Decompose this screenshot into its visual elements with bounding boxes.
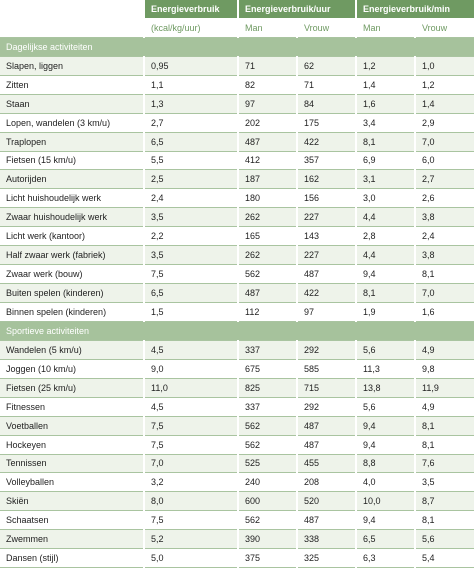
cell-man-min: 1,9 bbox=[356, 303, 415, 322]
cell-man-uur: 375 bbox=[238, 549, 297, 568]
cell-vrouw-uur: 585 bbox=[297, 359, 356, 378]
table-row bbox=[0, 284, 474, 303]
table-row bbox=[0, 303, 474, 322]
cell-vrouw-uur: 715 bbox=[297, 378, 356, 397]
cell-activity: Dansen (stijl) bbox=[0, 549, 144, 568]
cell-vrouw-min: 2,7 bbox=[415, 170, 474, 189]
table-row bbox=[0, 151, 474, 170]
cell-man-min: 3,4 bbox=[356, 113, 415, 132]
cell-man-min: 5,6 bbox=[356, 397, 415, 416]
cell-vrouw-min: 7,0 bbox=[415, 284, 474, 303]
cell-kcal-kg-uur: 4,5 bbox=[144, 397, 238, 416]
cell-man-min: 4,4 bbox=[356, 246, 415, 265]
cell-vrouw-min: 1,4 bbox=[415, 94, 474, 113]
cell-man-min: 2,8 bbox=[356, 227, 415, 246]
cell-vrouw-uur: 357 bbox=[297, 151, 356, 170]
cell-vrouw-uur: 292 bbox=[297, 397, 356, 416]
cell-vrouw-uur: 227 bbox=[297, 246, 356, 265]
cell-man-min: 9,4 bbox=[356, 435, 415, 454]
cell-vrouw-uur: 455 bbox=[297, 454, 356, 473]
table-row bbox=[0, 397, 474, 416]
cell-man-uur: 487 bbox=[238, 132, 297, 151]
cell-vrouw-uur: 487 bbox=[297, 265, 356, 284]
cell-activity: Tennissen bbox=[0, 454, 144, 473]
cell-activity: Binnen spelen (kinderen) bbox=[0, 303, 144, 322]
cell-vrouw-min: 8,1 bbox=[415, 511, 474, 530]
cell-man-uur: 82 bbox=[238, 75, 297, 94]
cell-vrouw-min: 5,6 bbox=[415, 530, 474, 549]
cell-vrouw-uur: 208 bbox=[297, 473, 356, 492]
table-row bbox=[0, 56, 474, 75]
cell-man-uur: 202 bbox=[238, 113, 297, 132]
subheader-man-uur: Man bbox=[238, 18, 297, 37]
cell-activity: Autorijden bbox=[0, 170, 144, 189]
cell-activity: Zwaar werk (bouw) bbox=[0, 265, 144, 284]
table-row bbox=[0, 246, 474, 265]
cell-kcal-kg-uur: 2,4 bbox=[144, 189, 238, 208]
table-row bbox=[0, 359, 474, 378]
table-row bbox=[0, 170, 474, 189]
cell-man-uur: 825 bbox=[238, 378, 297, 397]
cell-man-uur: 487 bbox=[238, 284, 297, 303]
cell-man-uur: 562 bbox=[238, 511, 297, 530]
cell-kcal-kg-uur: 7,5 bbox=[144, 265, 238, 284]
cell-vrouw-uur: 143 bbox=[297, 227, 356, 246]
cell-man-uur: 562 bbox=[238, 416, 297, 435]
cell-activity: Zitten bbox=[0, 75, 144, 94]
table-row bbox=[0, 473, 474, 492]
cell-man-uur: 165 bbox=[238, 227, 297, 246]
table-row bbox=[0, 530, 474, 549]
cell-man-min: 1,4 bbox=[356, 75, 415, 94]
table-row bbox=[0, 549, 474, 568]
table-row bbox=[0, 265, 474, 284]
cell-man-min: 4,4 bbox=[356, 208, 415, 227]
cell-activity: Zwaar huishoudelijk werk bbox=[0, 208, 144, 227]
header-blank-cell bbox=[0, 0, 144, 18]
cell-vrouw-uur: 162 bbox=[297, 170, 356, 189]
cell-kcal-kg-uur: 1,5 bbox=[144, 303, 238, 322]
cell-man-uur: 97 bbox=[238, 94, 297, 113]
cell-vrouw-min: 2,4 bbox=[415, 227, 474, 246]
table-row bbox=[0, 511, 474, 530]
cell-kcal-kg-uur: 7,5 bbox=[144, 435, 238, 454]
cell-man-min: 8,8 bbox=[356, 454, 415, 473]
cell-man-min: 8,1 bbox=[356, 132, 415, 151]
subheader-man-min: Man bbox=[356, 18, 415, 37]
cell-vrouw-min: 2,9 bbox=[415, 113, 474, 132]
cell-vrouw-min: 4,9 bbox=[415, 397, 474, 416]
cell-activity: Joggen (10 km/u) bbox=[0, 359, 144, 378]
cell-vrouw-min: 9,8 bbox=[415, 359, 474, 378]
cell-activity: Traplopen bbox=[0, 132, 144, 151]
cell-vrouw-uur: 175 bbox=[297, 113, 356, 132]
cell-man-min: 3,0 bbox=[356, 189, 415, 208]
cell-vrouw-uur: 325 bbox=[297, 549, 356, 568]
subheader-blank-cell bbox=[0, 18, 144, 37]
cell-kcal-kg-uur: 4,5 bbox=[144, 340, 238, 359]
table-row bbox=[0, 454, 474, 473]
subheader-unit: (kcal/kg/uur) bbox=[144, 18, 238, 37]
cell-man-min: 1,2 bbox=[356, 56, 415, 75]
cell-man-uur: 240 bbox=[238, 473, 297, 492]
cell-man-min: 3,1 bbox=[356, 170, 415, 189]
cell-man-uur: 600 bbox=[238, 492, 297, 511]
cell-vrouw-uur: 97 bbox=[297, 303, 356, 322]
cell-kcal-kg-uur: 1,3 bbox=[144, 94, 238, 113]
cell-kcal-kg-uur: 8,0 bbox=[144, 492, 238, 511]
cell-kcal-kg-uur: 6,5 bbox=[144, 284, 238, 303]
cell-man-uur: 562 bbox=[238, 265, 297, 284]
cell-activity: Licht huishoudelijk werk bbox=[0, 189, 144, 208]
cell-activity: Fitnessen bbox=[0, 397, 144, 416]
cell-man-min: 11,3 bbox=[356, 359, 415, 378]
cell-vrouw-min: 2,6 bbox=[415, 189, 474, 208]
cell-vrouw-min: 3,8 bbox=[415, 246, 474, 265]
cell-man-min: 9,4 bbox=[356, 416, 415, 435]
cell-vrouw-uur: 422 bbox=[297, 132, 356, 151]
cell-vrouw-uur: 62 bbox=[297, 56, 356, 75]
cell-activity: Staan bbox=[0, 94, 144, 113]
cell-man-min: 9,4 bbox=[356, 265, 415, 284]
cell-vrouw-uur: 520 bbox=[297, 492, 356, 511]
subheader-row bbox=[0, 18, 474, 37]
cell-vrouw-min: 3,8 bbox=[415, 208, 474, 227]
cell-man-min: 10,0 bbox=[356, 492, 415, 511]
cell-kcal-kg-uur: 7,0 bbox=[144, 454, 238, 473]
cell-man-min: 6,5 bbox=[356, 530, 415, 549]
section-title: Sportieve activiteiten bbox=[0, 321, 474, 340]
cell-man-uur: 262 bbox=[238, 246, 297, 265]
table-row bbox=[0, 189, 474, 208]
cell-man-min: 8,1 bbox=[356, 284, 415, 303]
cell-vrouw-uur: 487 bbox=[297, 416, 356, 435]
section-title: Dagelijkse activiteiten bbox=[0, 37, 474, 56]
cell-kcal-kg-uur: 7,5 bbox=[144, 511, 238, 530]
cell-kcal-kg-uur: 2,5 bbox=[144, 170, 238, 189]
cell-vrouw-min: 1,6 bbox=[415, 303, 474, 322]
cell-man-min: 13,8 bbox=[356, 378, 415, 397]
cell-man-uur: 187 bbox=[238, 170, 297, 189]
header-row bbox=[0, 0, 474, 18]
cell-activity: Voetballen bbox=[0, 416, 144, 435]
cell-vrouw-uur: 422 bbox=[297, 284, 356, 303]
cell-man-min: 1,6 bbox=[356, 94, 415, 113]
table-row bbox=[0, 227, 474, 246]
cell-vrouw-uur: 338 bbox=[297, 530, 356, 549]
cell-vrouw-min: 8,1 bbox=[415, 265, 474, 284]
cell-kcal-kg-uur: 0,95 bbox=[144, 56, 238, 75]
cell-activity: Skiën bbox=[0, 492, 144, 511]
table-row bbox=[0, 208, 474, 227]
cell-kcal-kg-uur: 2,2 bbox=[144, 227, 238, 246]
cell-kcal-kg-uur: 9,0 bbox=[144, 359, 238, 378]
cell-man-uur: 412 bbox=[238, 151, 297, 170]
cell-man-uur: 180 bbox=[238, 189, 297, 208]
cell-man-min: 5,6 bbox=[356, 340, 415, 359]
cell-kcal-kg-uur: 3,5 bbox=[144, 208, 238, 227]
cell-vrouw-min: 3,5 bbox=[415, 473, 474, 492]
cell-man-uur: 337 bbox=[238, 397, 297, 416]
cell-activity: Schaatsen bbox=[0, 511, 144, 530]
table-row bbox=[0, 378, 474, 397]
cell-vrouw-min: 5,4 bbox=[415, 549, 474, 568]
cell-activity: Lopen, wandelen (3 km/u) bbox=[0, 113, 144, 132]
table-row bbox=[0, 94, 474, 113]
cell-kcal-kg-uur: 5,5 bbox=[144, 151, 238, 170]
cell-activity: Wandelen (5 km/u) bbox=[0, 340, 144, 359]
cell-vrouw-min: 7,0 bbox=[415, 132, 474, 151]
cell-activity: Licht werk (kantoor) bbox=[0, 227, 144, 246]
cell-activity: Buiten spelen (kinderen) bbox=[0, 284, 144, 303]
cell-vrouw-min: 11,9 bbox=[415, 378, 474, 397]
cell-vrouw-uur: 292 bbox=[297, 340, 356, 359]
table-body bbox=[0, 37, 474, 567]
subheader-vrouw-uur: Vrouw bbox=[297, 18, 356, 37]
cell-man-min: 9,4 bbox=[356, 511, 415, 530]
cell-man-uur: 390 bbox=[238, 530, 297, 549]
table-row bbox=[0, 416, 474, 435]
cell-vrouw-min: 8,1 bbox=[415, 416, 474, 435]
cell-kcal-kg-uur: 1,1 bbox=[144, 75, 238, 94]
section-header-row bbox=[0, 321, 474, 340]
cell-activity: Zwemmen bbox=[0, 530, 144, 549]
cell-vrouw-min: 8,7 bbox=[415, 492, 474, 511]
cell-vrouw-uur: 71 bbox=[297, 75, 356, 94]
cell-man-uur: 525 bbox=[238, 454, 297, 473]
cell-vrouw-uur: 227 bbox=[297, 208, 356, 227]
cell-vrouw-uur: 84 bbox=[297, 94, 356, 113]
cell-man-min: 6,9 bbox=[356, 151, 415, 170]
header-energieverbruik-uur: Energieverbruik/uur bbox=[238, 0, 356, 18]
cell-vrouw-min: 1,2 bbox=[415, 75, 474, 94]
header-energieverbruik-min: Energieverbruik/min bbox=[356, 0, 474, 18]
cell-vrouw-uur: 156 bbox=[297, 189, 356, 208]
table-row bbox=[0, 435, 474, 454]
cell-kcal-kg-uur: 3,2 bbox=[144, 473, 238, 492]
cell-kcal-kg-uur: 5,0 bbox=[144, 549, 238, 568]
cell-man-min: 4,0 bbox=[356, 473, 415, 492]
subheader-vrouw-min: Vrouw bbox=[415, 18, 474, 37]
cell-kcal-kg-uur: 5,2 bbox=[144, 530, 238, 549]
cell-activity: Hockeyen bbox=[0, 435, 144, 454]
cell-vrouw-min: 6,0 bbox=[415, 151, 474, 170]
table-row bbox=[0, 492, 474, 511]
cell-man-uur: 112 bbox=[238, 303, 297, 322]
cell-kcal-kg-uur: 3,5 bbox=[144, 246, 238, 265]
header-energieverbruik: Energieverbruik bbox=[144, 0, 238, 18]
cell-man-min: 6,3 bbox=[356, 549, 415, 568]
cell-activity: Fietsen (15 km/u) bbox=[0, 151, 144, 170]
cell-man-uur: 71 bbox=[238, 56, 297, 75]
cell-activity: Fietsen (25 km/u) bbox=[0, 378, 144, 397]
cell-kcal-kg-uur: 2,7 bbox=[144, 113, 238, 132]
table-row bbox=[0, 113, 474, 132]
cell-activity: Volleyballen bbox=[0, 473, 144, 492]
table-row bbox=[0, 75, 474, 94]
cell-kcal-kg-uur: 7,5 bbox=[144, 416, 238, 435]
cell-vrouw-min: 1,0 bbox=[415, 56, 474, 75]
cell-man-uur: 262 bbox=[238, 208, 297, 227]
table-row bbox=[0, 132, 474, 151]
cell-man-uur: 675 bbox=[238, 359, 297, 378]
cell-kcal-kg-uur: 6,5 bbox=[144, 132, 238, 151]
table-row bbox=[0, 340, 474, 359]
cell-man-uur: 562 bbox=[238, 435, 297, 454]
cell-kcal-kg-uur: 11,0 bbox=[144, 378, 238, 397]
cell-vrouw-uur: 487 bbox=[297, 511, 356, 530]
cell-man-uur: 337 bbox=[238, 340, 297, 359]
section-header-row bbox=[0, 37, 474, 56]
cell-vrouw-min: 4,9 bbox=[415, 340, 474, 359]
cell-vrouw-min: 8,1 bbox=[415, 435, 474, 454]
cell-vrouw-min: 7,6 bbox=[415, 454, 474, 473]
cell-vrouw-uur: 487 bbox=[297, 435, 356, 454]
cell-activity: Half zwaar werk (fabriek) bbox=[0, 246, 144, 265]
cell-activity: Slapen, liggen bbox=[0, 56, 144, 75]
